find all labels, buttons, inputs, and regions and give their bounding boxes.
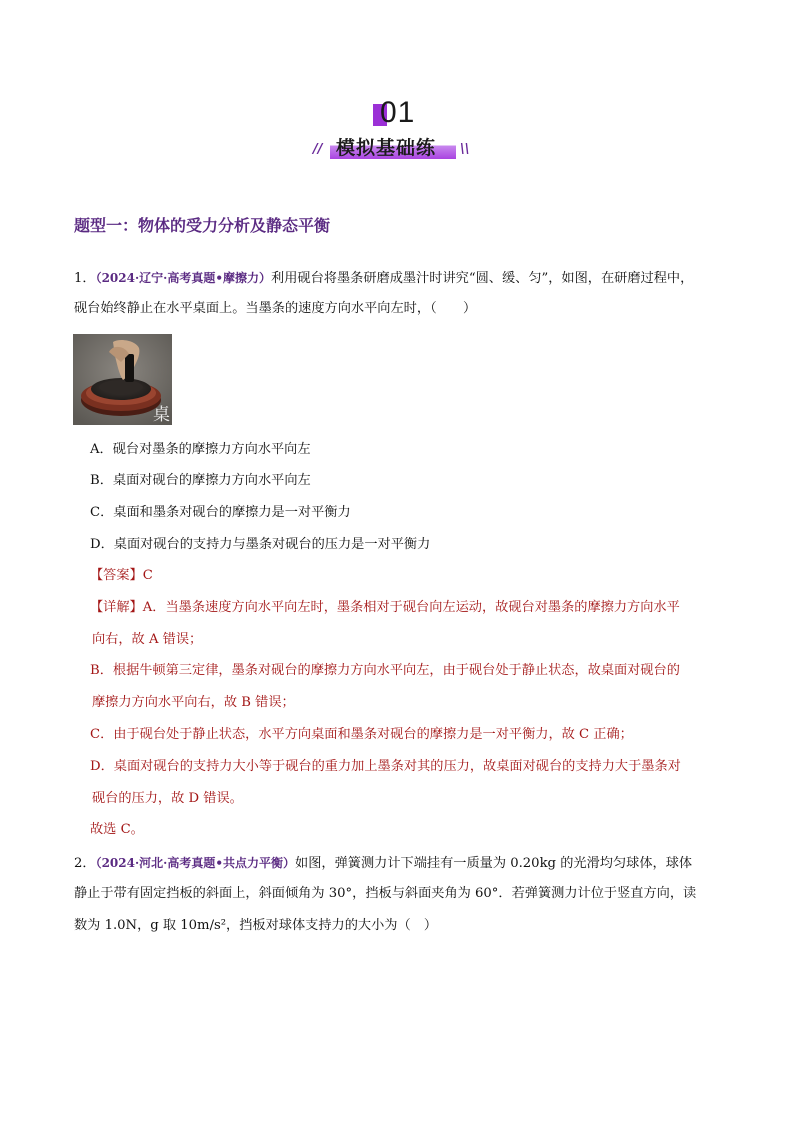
q1-detail-line-5: C．由于砚台处于静止状态，水平方向桌面和墨条对砚台的摩擦力是一对平衡力，故 C 正确； — [90, 727, 633, 742]
q1-stem-2: 砚台始终静止在水平桌面上。当墨条的速度方向水平向左时，（ ） — [74, 301, 477, 316]
q2-stem-3: 数为 1.0N，g 取 10m/s²，挡板对球体支持力的大小为（ ） — [74, 918, 438, 933]
q2-line1 — [74, 853, 692, 874]
q1-line1 — [74, 268, 693, 289]
q1-option-d: D．桌面对砚台的支持力与墨条对砚台的压力是一对平衡力 — [90, 537, 431, 552]
q1-detail-line-7: 砚台的压力，故 D 错误。 — [92, 791, 243, 806]
q2-stem-2: 静止于带有固定挡板的斜面上，斜面倾角为 30°，挡板与斜面夹角为 60°．若弹簧测力计位于竖直方向，读 — [74, 886, 697, 901]
section-heading: 题型一：物体的受力分析及静态平衡 — [74, 216, 331, 235]
q1-detail-line-6: D．桌面对砚台的支持力大小等于砚台的重力加上墨条对其的压力，故桌面对砚台的支持力大于墨条对 — [90, 759, 681, 774]
q1-number: 1． — [74, 271, 96, 286]
q1-detail-line-2: 向右，故 A 错误； — [92, 632, 203, 647]
page-title: 模拟基础练 — [336, 137, 437, 159]
q1-option-a: A．砚台对墨条的摩擦力方向水平向左 — [90, 442, 311, 457]
photo-label: 桌 — [153, 405, 170, 425]
deco-slash-right: \\ — [460, 142, 470, 157]
answer-label: 【答案】 — [90, 568, 143, 583]
detail-label: 【详解】 — [90, 600, 143, 615]
deco-slash-left: // — [313, 142, 323, 157]
q1-source: （2024·辽宁·高考真题•摩擦力） — [95, 271, 272, 285]
q1-stem-1: 利用砚台将墨条研磨成墨汁时讲究“圆、缓、匀”，如图，在研磨过程中， — [271, 271, 694, 286]
answer-value: C — [142, 568, 153, 583]
q1-detail-line-1 — [90, 598, 680, 618]
q2-stem-1: 如图，弹簧测力计下端挂有一质量为 0.20kg 的光滑均匀球体，球体 — [295, 856, 693, 871]
inkstone-photo — [73, 334, 172, 425]
q1-option-c: C．桌面和墨条对砚台的摩擦力是一对平衡力 — [90, 505, 351, 520]
q1-detail-line-4: 摩擦力方向水平向右，故 B 错误； — [92, 695, 295, 710]
q1-answer — [90, 566, 153, 586]
q2-number: 2． — [74, 856, 96, 871]
q1-detail-line-3: B．根据牛顿第三定律，墨条对砚台的摩擦力方向水平向左，由于砚台处于静止状态，故桌面对砚台的 — [90, 663, 680, 678]
section-number: 01 — [380, 96, 416, 129]
detail-text: A．当墨条速度方向水平向左时，墨条相对于砚台向左运动，故砚台对墨条的摩擦力方向水平 — [142, 600, 680, 615]
q1-conclusion: 故选 C。 — [90, 822, 144, 837]
q2-source: （2024·河北·高考真题•共点力平衡） — [95, 856, 296, 870]
q1-option-b: B．桌面对砚台的摩擦力方向水平向左 — [90, 473, 311, 488]
